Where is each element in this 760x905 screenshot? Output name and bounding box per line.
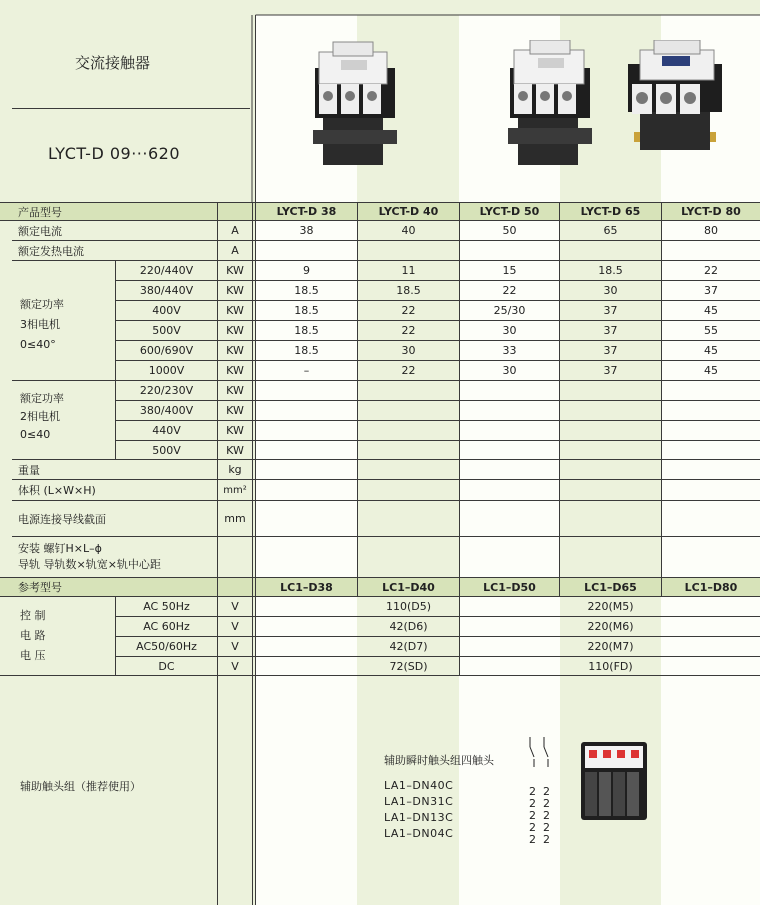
value-cell: 11	[401, 264, 416, 277]
unit-cell: KW	[226, 444, 244, 457]
unit-cell: kg	[228, 463, 242, 476]
aux-digit: 2	[529, 797, 536, 810]
volume-label: 体积 (L×W×H)	[18, 484, 96, 497]
voltage-cell: 440V	[152, 424, 181, 437]
value-cell: 37	[603, 344, 618, 357]
rated-current-label: 额定电流	[18, 224, 62, 238]
model-header: LYCT-D 38	[276, 205, 337, 218]
value-cell: 37	[603, 304, 618, 317]
value-cell: 55	[704, 324, 718, 337]
unit-cell: A	[231, 244, 239, 257]
aux-contact-block-image	[575, 738, 655, 828]
control-label-line: 电 压	[20, 649, 46, 662]
value-cell: 18.5	[294, 324, 319, 337]
product-model-label: 产品型号	[18, 205, 62, 219]
aux-heading: 辅助瞬时触头组四触头	[384, 754, 494, 767]
control-voltage-left: 110(D5)	[385, 600, 432, 613]
control-voltage-right: 220(M5)	[587, 600, 634, 613]
value-cell: 45	[704, 304, 718, 317]
value-cell: 65	[603, 224, 618, 237]
ref-model: LC1–D65	[584, 580, 637, 594]
aux-digit: 2	[543, 785, 550, 798]
model-header: LYCT-D 80	[681, 205, 741, 218]
unit-cell: KW	[226, 364, 244, 377]
aux-digit: 2	[529, 785, 536, 798]
unit-cell: KW	[226, 304, 244, 317]
unit-cell: V	[231, 640, 239, 653]
unit-cell: V	[231, 620, 239, 633]
value-cell: 9	[303, 264, 310, 277]
series-name: LYCT-D 09···620	[48, 144, 180, 163]
page-title: 交流接触器	[75, 54, 151, 72]
control-voltage-right: 110(FD)	[588, 660, 633, 673]
value-cell: 18.5	[598, 264, 623, 277]
unit-cell: KW	[226, 384, 244, 397]
control-voltage-left: 42(D7)	[389, 640, 428, 653]
frequency-cell: AC50/60Hz	[136, 640, 197, 653]
voltage-cell: 400V	[152, 304, 181, 317]
aux-digit: 2	[543, 833, 550, 846]
voltage-cell: 500V	[152, 324, 181, 337]
aux-digit: 2	[529, 833, 536, 846]
power2-label	[20, 390, 64, 444]
value-cell: 22	[502, 284, 517, 297]
aux-model: LA1–DN31C	[384, 795, 454, 808]
install-line: 安装 螺钉H×L–ϕ	[18, 542, 102, 555]
voltage-cell: 220/440V	[139, 264, 194, 277]
value-cell: 22	[704, 264, 718, 277]
power2-label-line: 额定功率	[20, 392, 64, 405]
unit-cell: A	[231, 224, 239, 237]
value-cell: 33	[502, 344, 517, 357]
power3-label	[20, 295, 64, 355]
aux-contact-label: 辅助触头组（推荐使用）	[20, 780, 141, 793]
install-line: 导轨 导轨数×轨宽×轨中心距	[18, 558, 161, 571]
value-cell: 37	[603, 364, 618, 377]
ref-model-label: 参考型号	[18, 581, 62, 594]
unit-cell: KW	[226, 344, 244, 357]
aux-digit: 2	[529, 809, 536, 822]
unit-cell: V	[231, 660, 239, 673]
aux-model: LA1–DN40C	[384, 779, 454, 792]
contact-symbol-icon	[524, 737, 554, 767]
unit-cell: KW	[226, 284, 244, 297]
ref-model: LC1–D40	[382, 580, 435, 594]
unit-cell: KW	[226, 324, 244, 337]
value-cell: 22	[401, 364, 416, 377]
value-cell: 30	[502, 364, 517, 377]
power2-label-line: 2相电机	[20, 410, 60, 423]
power2-label-line: 0≤40	[20, 428, 51, 441]
value-cell: 18.5	[396, 284, 421, 297]
value-cell: 25/30	[493, 304, 526, 317]
value-cell: 38	[299, 224, 314, 237]
power3-label-line: 3相电机	[20, 318, 60, 331]
ref-model: LC1–D80	[684, 580, 738, 594]
control-voltage-right: 220(M7)	[587, 640, 634, 653]
aux-model: LA1–DN04C	[384, 827, 454, 840]
aux-col1	[529, 786, 536, 846]
unit-cell: KW	[226, 264, 244, 277]
frequency-cell: AC 50Hz	[143, 600, 190, 613]
value-cell: 30	[603, 284, 618, 297]
voltage-cell: 1000V	[148, 364, 185, 377]
control-voltage-left: 72(SD)	[389, 660, 428, 673]
weight-label: 重量	[18, 463, 40, 477]
aux-model-list	[384, 778, 453, 842]
frequency-cell: DC	[158, 660, 175, 673]
value-cell: –	[303, 364, 310, 377]
value-cell: 22	[401, 324, 416, 337]
control-label-line: 控 制	[20, 609, 46, 622]
unit-cell: KW	[226, 424, 244, 437]
wire-section-label: 电源连接导线截面	[18, 512, 106, 526]
control-voltage-right: 220(M6)	[587, 620, 634, 633]
value-cell: 40	[401, 224, 416, 237]
aux-digit: 2	[529, 821, 536, 834]
value-cell: 18.5	[294, 344, 319, 357]
voltage-cell: 380/440V	[139, 284, 194, 297]
value-cell: 80	[704, 224, 718, 237]
value-cell: 37	[704, 284, 718, 297]
aux-model: LA1–DN13C	[384, 811, 454, 824]
power3-label-line: 0≤40°	[20, 338, 56, 351]
aux-digit: 2	[543, 821, 550, 834]
control-voltage-label	[20, 606, 46, 666]
unit-cell: KW	[226, 404, 244, 417]
power3-label-line: 额定功率	[20, 298, 64, 311]
voltage-cell: 220/230V	[139, 384, 194, 397]
value-cell: 30	[401, 344, 416, 357]
ref-model: LC1–D50	[483, 580, 536, 594]
value-cell: 18.5	[294, 304, 319, 317]
value-cell: 22	[401, 304, 416, 317]
voltage-cell: 600/690V	[139, 344, 194, 357]
rated-heat-current-label: 额定发热电流	[18, 244, 84, 258]
value-cell: 30	[502, 324, 517, 337]
voltage-cell: 380/400V	[139, 404, 194, 417]
value-cell: 45	[704, 364, 718, 377]
unit-cell: mm	[224, 512, 246, 525]
model-header: LYCT-D 65	[580, 205, 641, 218]
aux-col2	[543, 786, 550, 846]
value-cell: 50	[502, 224, 517, 237]
value-cell: 37	[603, 324, 618, 337]
value-cell: 18.5	[294, 284, 319, 297]
value-cell: 45	[704, 344, 718, 357]
aux-digit: 2	[543, 809, 550, 822]
unit-cell: mm²	[223, 484, 247, 496]
ref-model: LC1–D38	[280, 580, 333, 594]
model-header: LYCT-D 50	[479, 205, 540, 218]
install-label	[18, 541, 161, 573]
control-voltage-left: 42(D6)	[389, 620, 428, 633]
aux-digit: 2	[543, 797, 550, 810]
unit-cell: V	[231, 600, 239, 613]
voltage-cell: 500V	[152, 444, 181, 457]
value-cell: 15	[502, 264, 517, 277]
control-label-line: 电 路	[20, 629, 46, 642]
model-header: LYCT-D 40	[378, 205, 439, 218]
frequency-cell: AC 60Hz	[143, 620, 190, 633]
